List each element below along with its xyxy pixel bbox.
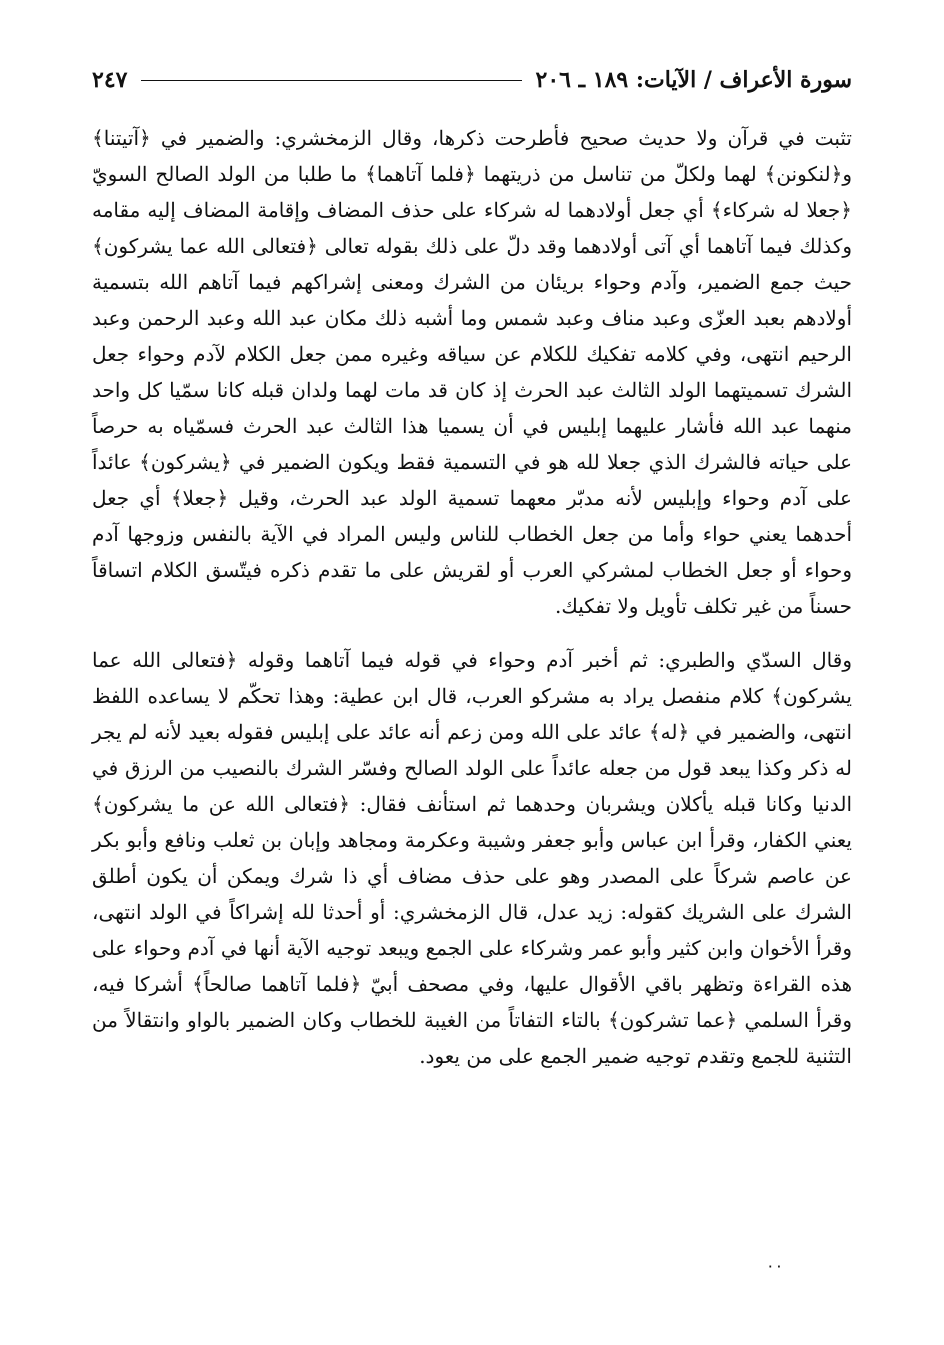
- paragraph-1: تثبت في قرآن ولا حديث صحيح فأطرحت ذكرها، وقال الزمخشري: والضمير في ﴿آتيتنا﴾ و﴿لنكونن﴾ لهما ولكلّ من تناسل من ذريتهما ﴿فلما آتاهما﴾ ما طلبا من الولد الصالح السويّ ﴿جعلا له شركاء﴾ أي جعل أولادهما له شركاء على حذف المضاف وإقامة المضاف إليه مقامه وكذلك فيما آتاهما أي آتى أولادهما وقد دلّ على ذلك بقوله تعالى ﴿فتعالى الله عما يشركون﴾ حيث جمع الضمير، وآدم وحواء بريئان من الشرك ومعنى إشراكهم فيما آتاهم الله بتسمية أولادهم بعبد العزّى وعبد مناف وعبد شمس وما أشبه ذلك مكان عبد الله وعبد الرحمن وعبد الرحيم انتهى، وفي كلامه تفكيك للكلام عن سياقه وغيره ممن جعل الكلام لآدم وحواء جعل الشرك تسميتهما الولد الثالث عبد الحرث إذ كان قد مات لهما ولدان قبله كانا سمّيا كل واحد منهما عبد الله فأشار عليهما إبليس في أن يسميا هذا الثالث عبد الحرث فسمّياه به حرصاً على حياته فالشرك الذي جعلا لله هو في التسمية فقط ويكون الضمير في ﴿يشركون﴾ عائداً على آدم وحواء وإبليس لأنه مدبّر معهما تسمية الولد عبد الحرث، وقيل ﴿جعلا﴾ أي جعل أحدهما يعني حواء وأما من جعل الخطاب للناس وليس المراد في الآية بالنفس وزوجها آدم وحواء أو جعل الخطاب لمشركي العرب أو لقريش على ما تقدم ذكره فيتّسق الكلام اتساقاً حسناً من غير تكلف تأويل ولا تفكيك.: [92, 126, 852, 618]
- footer-marks: ٠٠: [766, 1256, 784, 1275]
- header-rule: [141, 80, 521, 81]
- body-text: [92, 120, 852, 1074]
- running-title: سورة الأعراف / الآيات: ١٨٩ ـ ٢٠٦: [535, 67, 852, 93]
- page-header: [92, 60, 852, 100]
- page-number: ٢٤٧: [92, 67, 128, 93]
- paragraph-2: وقال السدّي والطبري: ثم أخبر آدم وحواء في قوله فيما آتاهما وقوله ﴿فتعالى الله عما يشركون﴾ كلام منفصل يراد به مشركو العرب، قال ابن عطية: وهذا تحكّم لا يساعده اللفظ انتهى، والضمير في ﴿له﴾ عائد على الله ومن زعم أنه عائد على إبليس فقوله بعيد لأنه لم يجر له ذكر وكذا يبعد قول من جعله عائداً على الولد الصالح وفسّر الشرك بالنصيب من الرزق في الدنيا وكانا قبله يأكلان ويشربان وحدهما ثم استأنف فقال: ﴿فتعالى الله عن ما يشركون﴾ يعني الكفار، وقرأ ابن عباس وأبو جعفر وشيبة وعكرمة ومجاهد وإبان بن ثعلب ونافع وأبو بكر عن عاصم شركاً على المصدر وهو على حذف مضاف أي ذا شرك ويمكن أن يكون أطلق الشرك على الشريك كقوله: زيد عدل، قال الزمخشري: أو أحدثا لله إشراكاً في الولد انتهى، وقرأ الأخوان وابن كثير وأبو عمر وشركاء على الجمع ويبعد توجيه الآية أنها في آدم وحواء على هذه القراءة وتظهر باقي الأقوال عليها، وفي مصحف أبيّ ﴿فلما آتاهما صالحاً﴾ أشركا فيه، وقرأ السلمي ﴿عما تشركون﴾ بالتاء التفاتاً من الغيبة للخطاب وكان الضمير بالواو وانتقالاً من التثنية للجمع وتقدم توجيه ضمير الجمع على من يعود.: [92, 648, 853, 1068]
